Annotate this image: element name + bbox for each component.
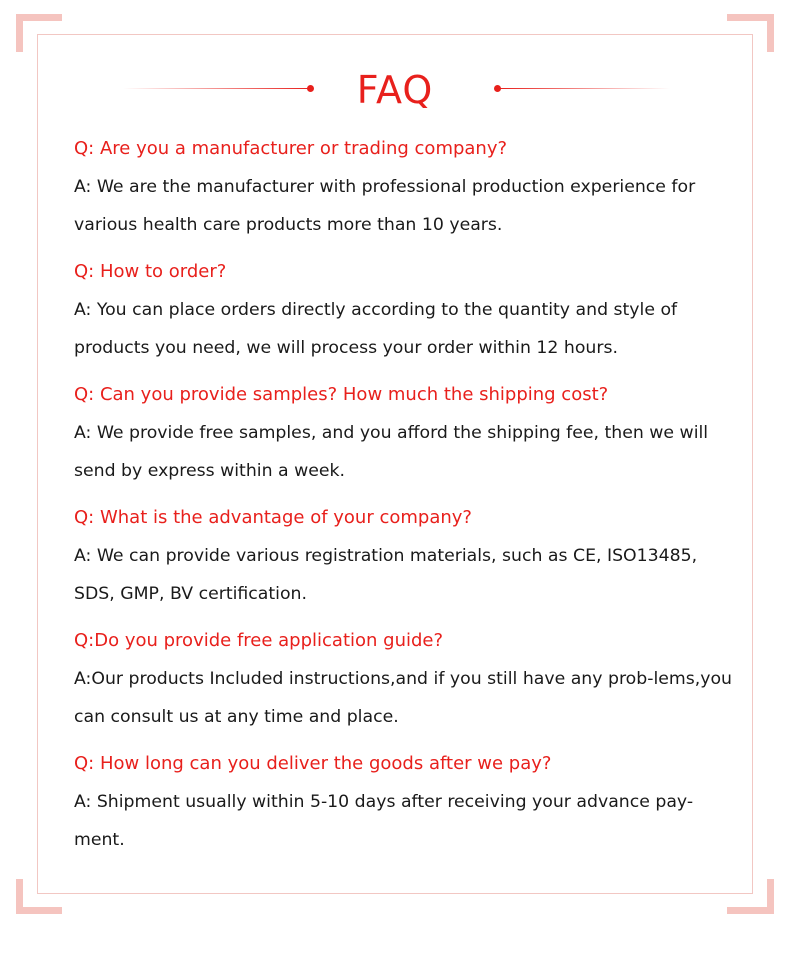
title-row — [0, 60, 790, 120]
faq-question: Q: How long can you deliver the goods after we pay? — [74, 753, 552, 774]
faq-item — [74, 622, 734, 736]
corner-decoration-bottom-left — [16, 879, 23, 914]
faq-question: Q:Do you provide free application guide? — [74, 630, 444, 651]
faq-answer: A: We can provide various registration materials, such as CE, ISO13485, SDS, GMP, BV certification. — [74, 546, 698, 604]
faq-question: Q: What is the advantage of your company? — [74, 507, 472, 528]
corner-decoration-bottom-right — [767, 879, 774, 914]
faq-answer: A: We are the manufacturer with professional production experience for various health care products more than 10 years. — [74, 177, 696, 235]
faq-answer: A: Shipment usually within 5-10 days after receiving your advance pay-ment. — [74, 792, 694, 850]
faq-answer: A: We provide free samples, and you afford the shipping fee, then we will send by express within a week. — [74, 423, 709, 481]
faq-list — [74, 130, 734, 868]
faq-item — [74, 499, 734, 613]
faq-item — [74, 745, 734, 859]
faq-item — [74, 130, 734, 244]
faq-item — [74, 376, 734, 490]
corner-decoration-top-left — [16, 14, 23, 52]
faq-answer: A: You can place orders directly according to the quantity and style of products you need, we will process your order within 12 hours. — [74, 300, 678, 358]
faq-answer: A:Our products Included instructions,and if you still have any prob-lems,you can consult us at any time and place. — [74, 669, 732, 727]
title-rule-right — [500, 88, 670, 89]
faq-item — [74, 253, 734, 367]
faq-question: Q: How to order? — [74, 261, 227, 282]
page-title: FAQ — [356, 68, 434, 112]
faq-question: Q: Can you provide samples? How much the shipping cost? — [74, 384, 609, 405]
corner-decoration-top-right — [767, 14, 774, 52]
faq-question: Q: Are you a manufacturer or trading company? — [74, 138, 508, 159]
